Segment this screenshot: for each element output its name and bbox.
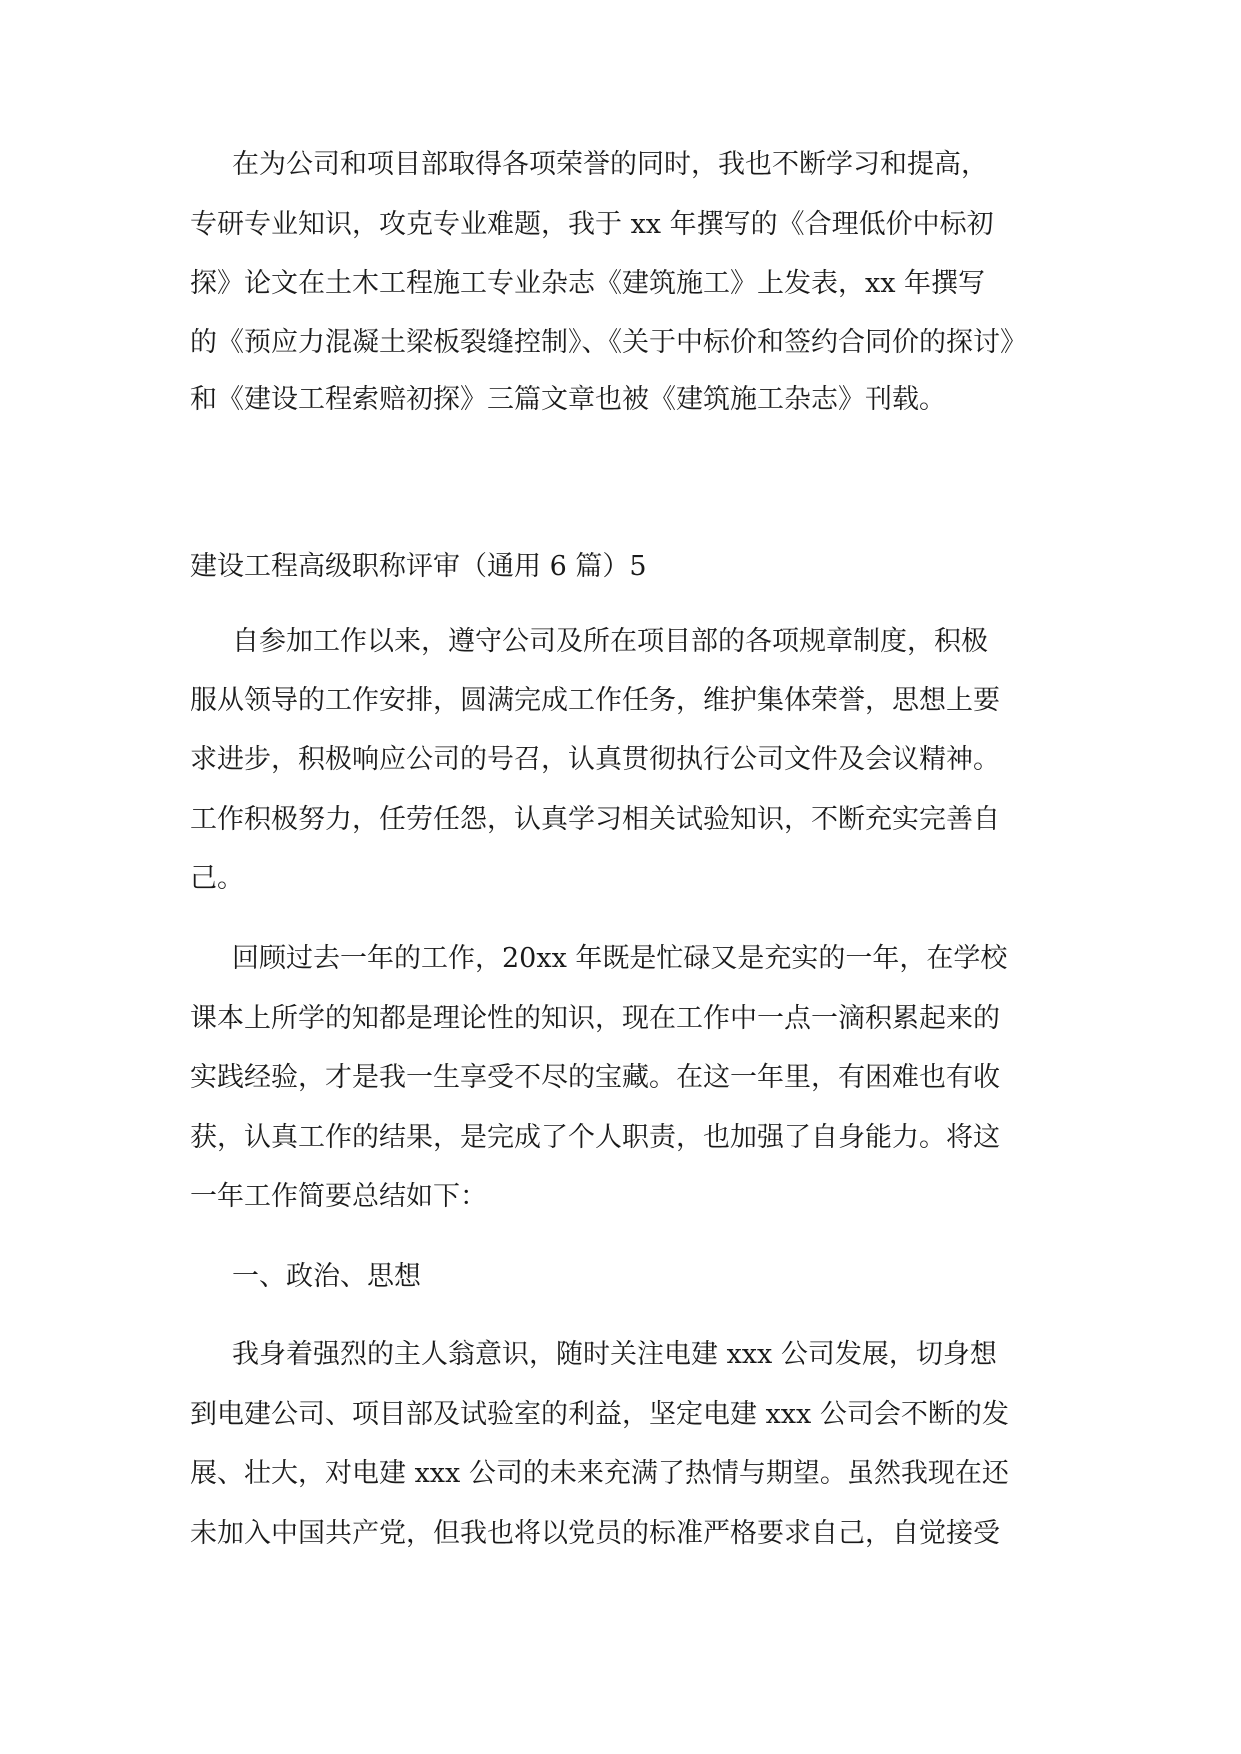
paragraph-2-line-3: 求进步，积极响应公司的号召，认真贯彻执行公司文件及会议精神。 — [190, 744, 1000, 775]
paragraph-1-line-5: 和《建设工程索赔初探》三篇文章也被《建筑施工杂志》刊载。 — [190, 384, 946, 415]
paragraph-2-line-1: 自参加工作以来，遵守公司及所在项目部的各项规章制度，积极 — [232, 626, 988, 657]
paragraph-2-line-5: 己。 — [190, 863, 244, 894]
paragraph-3-line-4: 获，认真工作的结果，是完成了个人职责，也加强了自身能力。将这 — [190, 1122, 1000, 1153]
paragraph-4-line-4: 未加入中国共产党，但我也将以党员的标准严格要求自己，自觉接受 — [190, 1518, 1000, 1549]
paragraph-4-line-1: 我身着强烈的主人翁意识，随时关注电建 xxx 公司发展，切身想 — [232, 1339, 997, 1370]
paragraph-3-line-1: 回顾过去一年的工作，20xx 年既是忙碌又是充实的一年，在学校 — [232, 943, 1008, 974]
paragraph-1-line-2: 专研专业知识，攻克专业难题，我于 xx 年撰写的《合理低价中标初 — [190, 209, 994, 240]
paragraph-1-line-3: 探》论文在土木工程施工专业杂志《建筑施工》上发表，xx 年撰写 — [190, 268, 986, 299]
paragraph-4-line-2: 到电建公司、项目部及试验室的利益，坚定电建 xxx 公司会不断的发 — [190, 1399, 1009, 1430]
paragraph-1-line-4: 的《预应力混凝土梁板裂缝控制》、《关于中标价和签约合同价的探讨》 — [190, 327, 1027, 358]
paragraph-1-line-1: 在为公司和项目部取得各项荣誉的同时，我也不断学习和提高， — [232, 149, 988, 180]
section-title: 建设工程高级职称评审（通用 6 篇）5 — [190, 551, 647, 582]
subheading-politics-thought: 一、政治、思想 — [232, 1261, 421, 1292]
paragraph-3-line-3: 实践经验，才是我一生享受不尽的宝藏。在这一年里，有困难也有收 — [190, 1062, 1000, 1093]
paragraph-4-line-3: 展、壮大，对电建 xxx 公司的未来充满了热情与期望。虽然我现在还 — [190, 1458, 1009, 1489]
paragraph-3-line-2: 课本上所学的知都是理论性的知识，现在工作中一点一滴积累起来的 — [190, 1003, 1000, 1034]
paragraph-2-line-4: 工作积极努力，任劳任怨，认真学习相关试验知识，不断充实完善自 — [190, 804, 1000, 835]
paragraph-2-line-2: 服从领导的工作安排，圆满完成工作任务，维护集体荣誉，思想上要 — [190, 685, 1000, 716]
paragraph-3-line-5: 一年工作简要总结如下： — [190, 1181, 487, 1212]
